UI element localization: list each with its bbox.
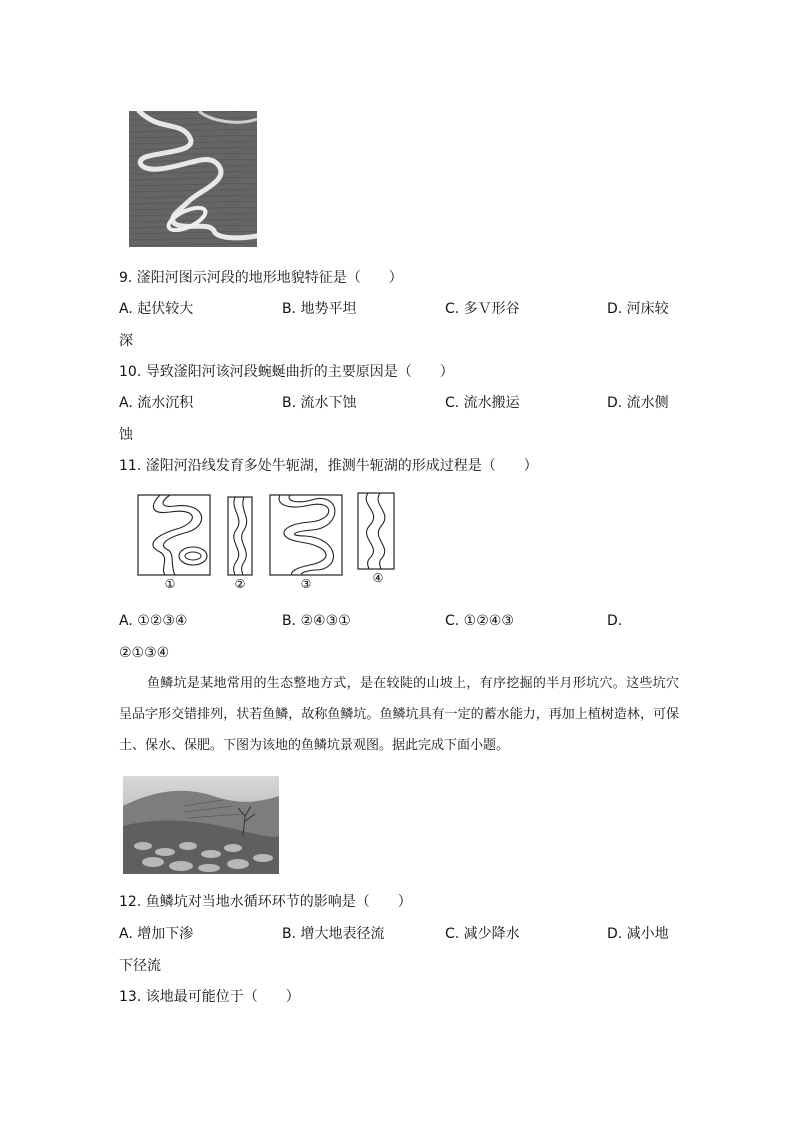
q11-option-d: D. [607,613,623,629]
q11-option-d-wrap: ②①③④ [119,645,170,661]
question-10-stem: 10. 导致滏阳河该河段蜿蜒曲折的主要原因是（ ） [119,364,454,380]
q12-option-c: C. 减少降水 [445,926,520,942]
q11-option-a: A. ①②③④ [119,613,188,629]
question-11-stem: 11. 滏阳河沿线发育多处牛轭湖，推测牛轭湖的形成过程是（ ） [119,458,538,474]
diagram-label-4: ④ [372,571,384,585]
q12-option-d-wrap: 下径流 [119,958,161,974]
q11-option-c: C. ①②④③ [445,613,514,629]
q10-option-d: D. 流水侧 [607,395,669,411]
question-13-stem: 13. 该地最可能位于（ ） [119,989,300,1005]
q12-option-a: A. 增加下渗 [119,926,194,942]
q9-option-d-wrap: 深 [119,333,133,349]
oxbow-lake-diagram [130,490,410,590]
q9-option-d: D. 河床较 [607,301,669,317]
question-12-stem: 12. 鱼鳞坑对当地水循环环节的影响是（ ） [119,894,412,910]
q10-option-d-wrap: 蚀 [119,427,133,443]
q10-option-a: A. 流水沉积 [119,395,194,411]
q9-option-a: A. 起伏较大 [119,301,194,317]
diagram-label-3: ③ [300,577,312,590]
q11-option-b: B. ②④③① [282,613,351,629]
fish-scale-pit-passage: 鱼鳞坑是某地常用的生态整地方式，是在较陡的山坡上，有序挖掘的半月形坑穴。这些坑穴呈品字形交错排列，状若鱼鳞，故称鱼鳞坑。鱼鳞坑具有一定的蓄水能力，再加上植树造林，可保土、保水、保肥。下图为该地的鱼鳞坑景观图。据此完成下面小题。 [119,676,679,753]
river-aerial-photo [129,111,257,247]
question-9-stem: 9. 滏阳河图示河段的地形地貌特征是（ ） [119,270,403,286]
q9-option-c: C. 多Ｖ形谷 [445,301,520,317]
diagram-label-2: ② [234,577,246,590]
q10-option-c: C. 流水搬运 [445,395,520,411]
q12-option-b: B. 增大地表径流 [282,926,385,942]
fish-scale-pit-photo [123,776,279,874]
q9-option-b: B. 地势平坦 [282,301,357,317]
q12-option-d: D. 减小地 [607,926,669,942]
diagram-panel-1 [138,495,210,575]
q10-option-b: B. 流水下蚀 [282,395,357,411]
diagram-label-1: ① [164,577,176,590]
diagram-panel-2 [228,497,252,575]
diagram-panel-4 [358,493,394,569]
